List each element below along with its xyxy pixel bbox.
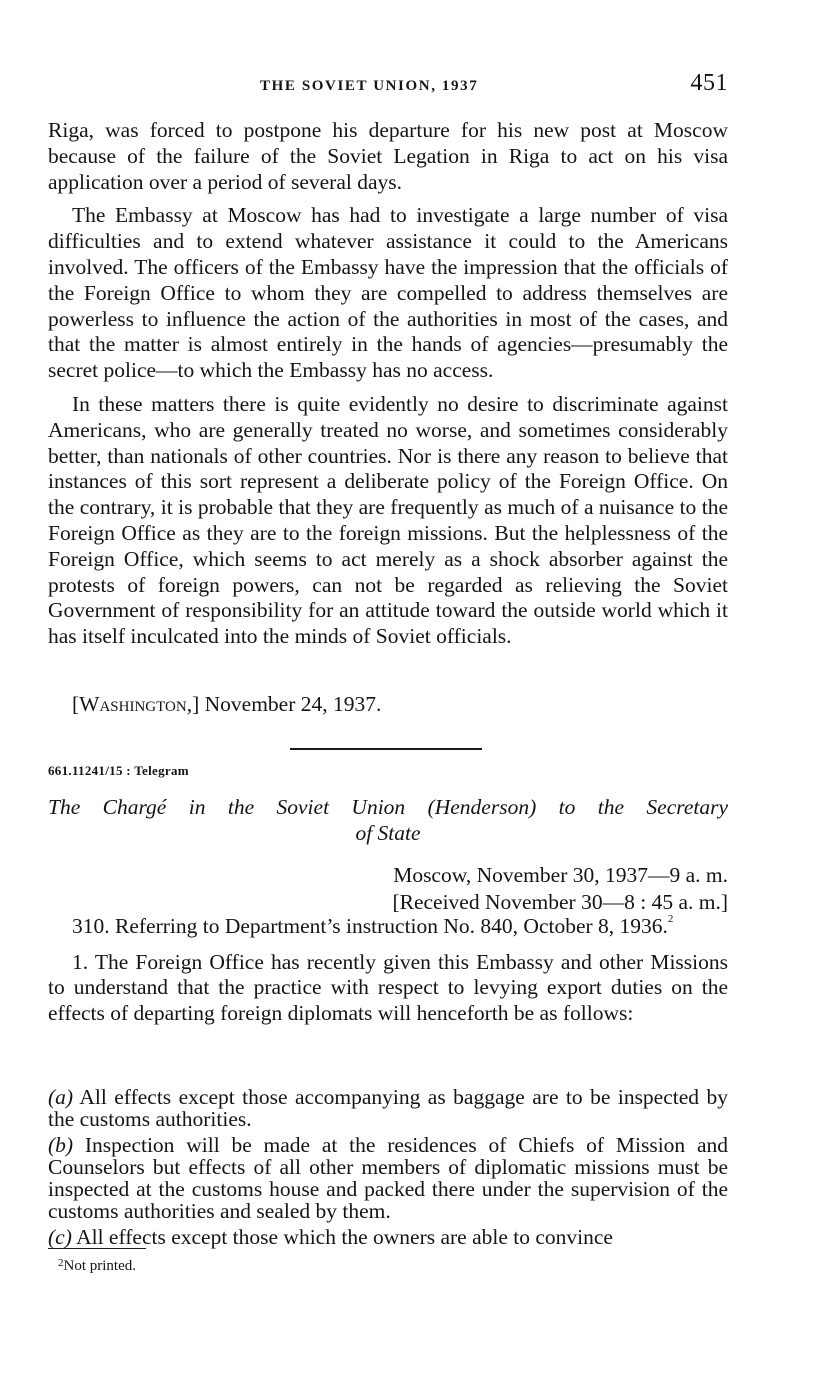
- dateline-close-bracket: ]: [192, 692, 200, 716]
- list-item: [48, 1134, 728, 1222]
- footnote-text: Not printed.: [63, 1258, 136, 1274]
- page-header: [48, 70, 728, 106]
- footnote: [58, 1258, 136, 1275]
- list-item-text: All effects except those which the owners are able to convince: [76, 1225, 613, 1249]
- dispatch-info: [392, 862, 728, 916]
- list-item-marker: (c): [48, 1225, 72, 1249]
- paragraph: In these matters there is quite evidently no desire to discriminate against Americans, who are generally treated no worse, and sometimes considerably better, than nationals of other countries. Nor is there any reason to believe that instances of this sort represent a deliberate policy of the Foreign Office. On the contrary, it is probable that they are frequently as much of a nuisance to the Foreign Office as they are to the foreign missions. But the helplessness of the Foreign Office, which seems to act merely as a shock absorber against the protests of foreign powers, can not be regarded as relieving the Soviet Government of responsibility for an attitude toward the outside world which it has itself inculcated into the minds of Soviet officials.: [48, 391, 728, 649]
- page-number: 451: [690, 70, 728, 96]
- section-divider: [290, 748, 482, 750]
- dateline-open-bracket: [: [72, 692, 80, 716]
- footnote-divider: [48, 1248, 146, 1249]
- running-head: THE SOVIET UNION, 1937: [260, 78, 479, 94]
- sent-line: Moscow, November 30, 1937—9 a. m.: [393, 863, 728, 887]
- list-item-text: Inspection will be made at the residences of Chiefs of Mission and Counselors but effects of all other members of diplomatic missions must be inspected at the customs house and packed there under the supervision of the customs authorities and sealed by them.: [48, 1133, 728, 1223]
- document-title-line-2: of State: [355, 821, 421, 845]
- footnote-reference: 2: [667, 913, 674, 925]
- paragraph-310-text: 310. Referring to Department’s instruction No. 840, October 8, 1936.: [72, 914, 668, 938]
- paragraph: The Embassy at Moscow has had to investigate a large number of visa difficulties and to extend whatever assistance it could to the Americans involved. The officers of the Embassy have the impression that the officials of the Foreign Office to whom they are compelled to address themselves are powerless to influence the action of the authorities in most of the cases, and that the matter is almost entirely in the hands of agencies—presumably the secret police—to which the Embassy has no access.: [48, 203, 728, 383]
- list-item-marker: (b): [48, 1133, 74, 1157]
- paragraph-1: 1. The Foreign Office has recently given this Embassy and other Missions to understand that the practice with respect to levying export duties on the effects of departing foreign diplomats will henceforth be as follows:: [48, 949, 728, 1025]
- document-title-line-1: The Chargé in the Soviet Union (Henderson) to the Secretary: [48, 795, 728, 819]
- list-item: [48, 1226, 728, 1248]
- footnote-marker: 2: [58, 1257, 64, 1269]
- dateline: [72, 692, 381, 717]
- body-text: [48, 118, 728, 658]
- list-item: [48, 1086, 728, 1130]
- dateline-date: November 24, 1937.: [204, 692, 382, 716]
- received-line: [Received November 30—8 : 45 a. m.]: [392, 890, 728, 914]
- paragraph: Riga, was forced to postpone his departure for his new post at Moscow because of the failure of the Soviet Legation in Riga to act on his visa application over a period of several days.: [48, 118, 728, 194]
- telegram-text: [48, 914, 728, 1036]
- dateline-place: Washington,: [79, 692, 193, 716]
- list-item-marker: (a): [48, 1085, 74, 1109]
- document-title: [48, 794, 728, 846]
- paragraph-310: [48, 914, 728, 940]
- list-item-text: All effects except those accompanying as baggage are to be inspected by the customs authorities.: [48, 1085, 728, 1131]
- item-list: [48, 1086, 728, 1252]
- file-reference: 661.11241/15 : Telegram: [48, 763, 189, 778]
